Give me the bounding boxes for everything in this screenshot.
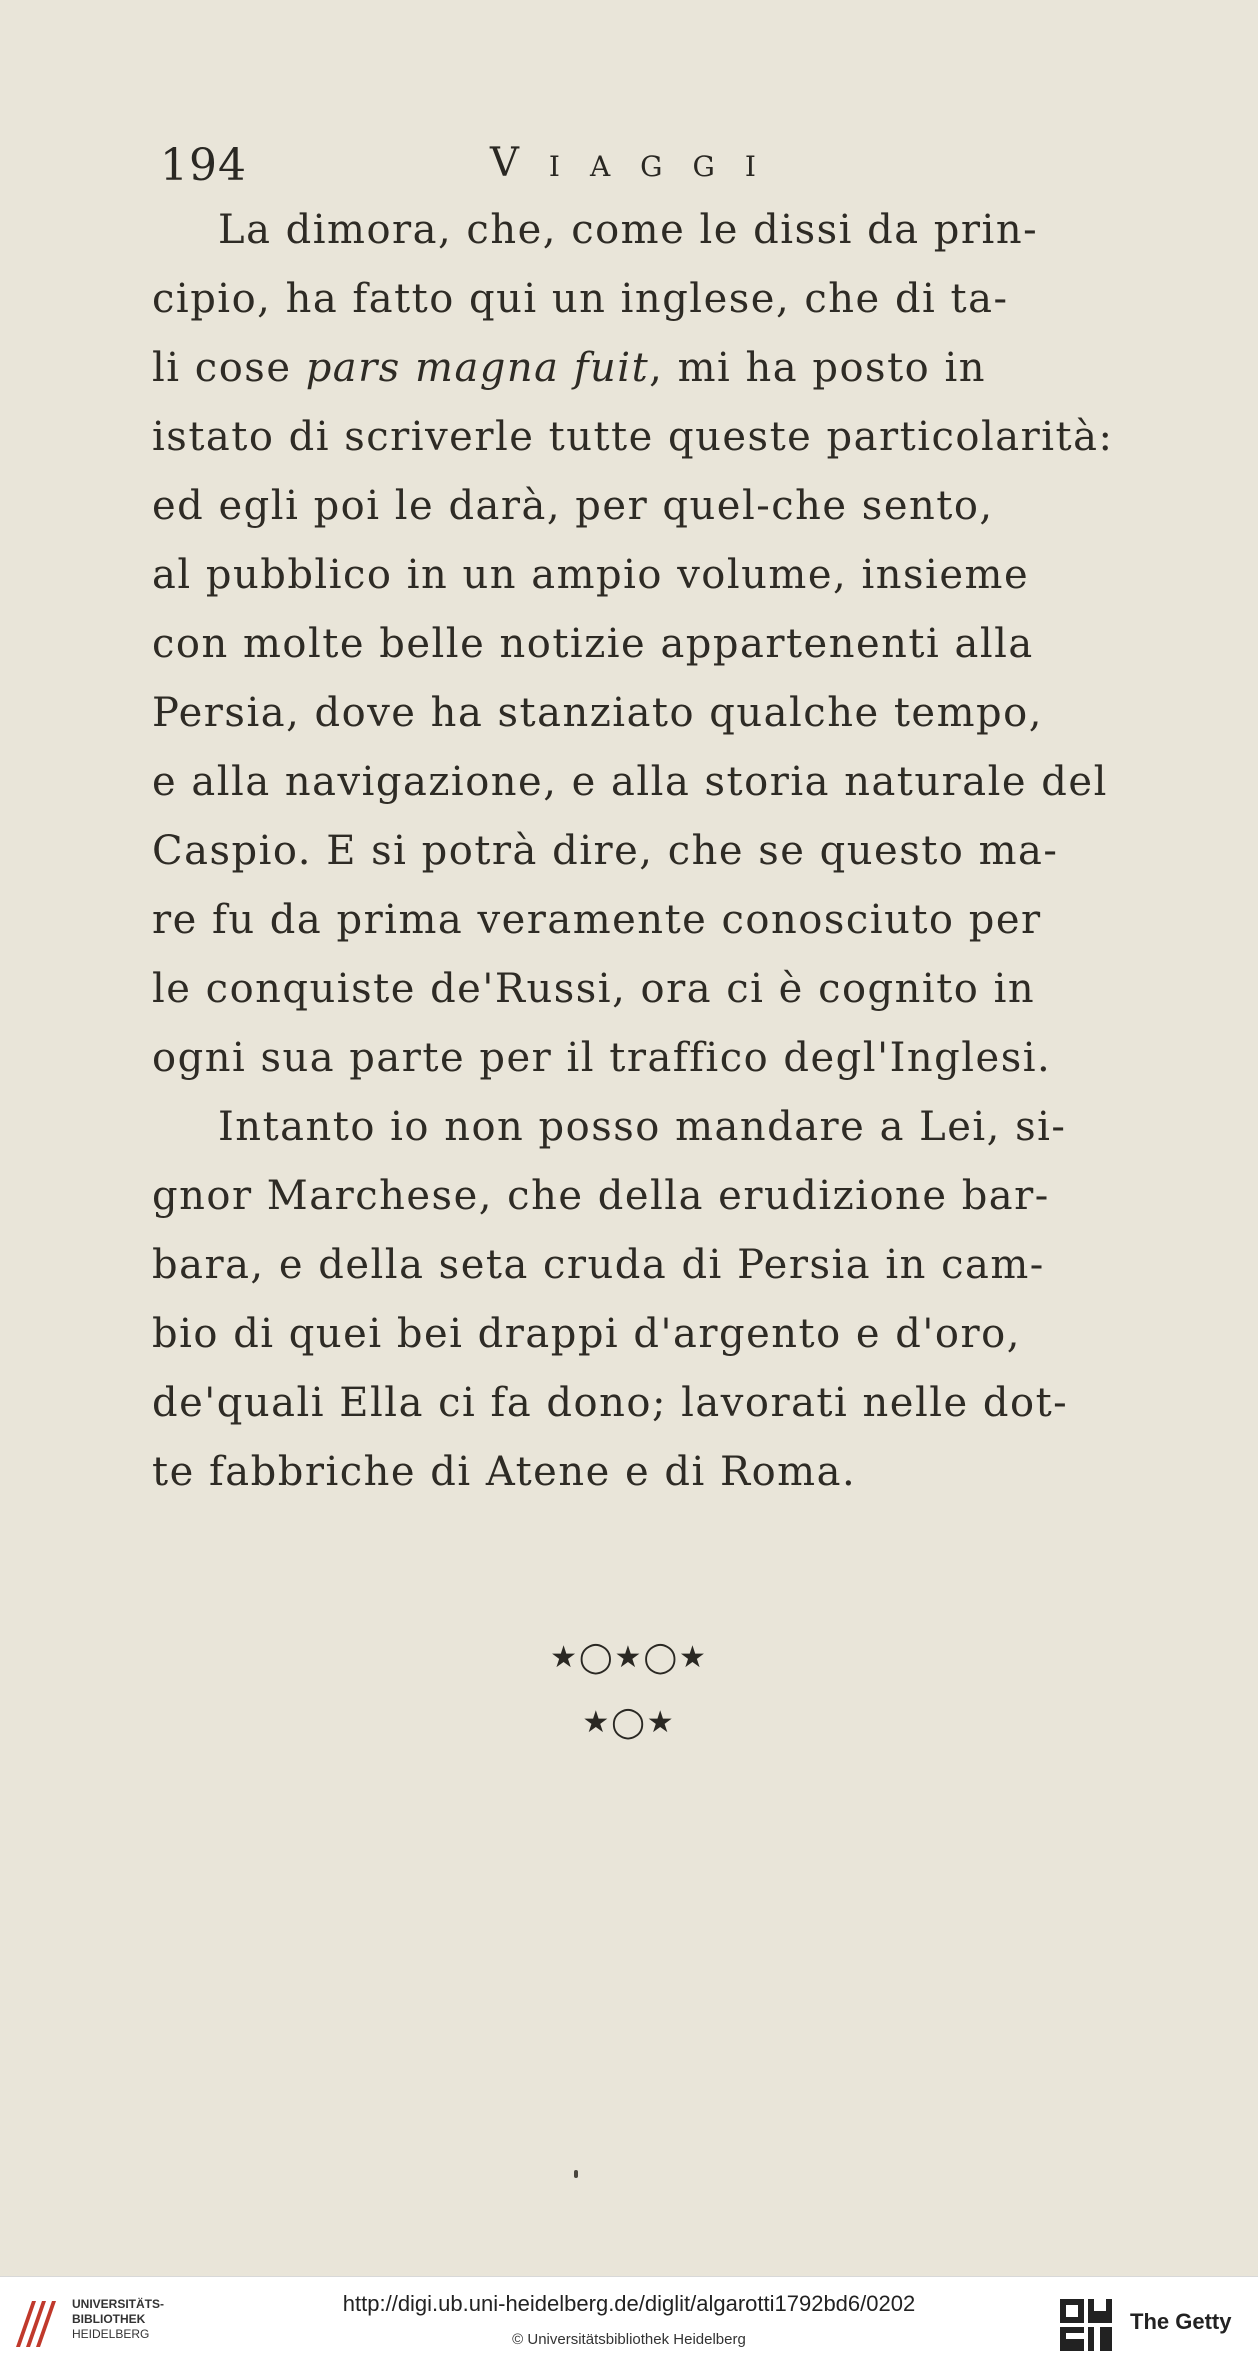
text-line: La dimora, che, come le dissi da prin- [218,207,1039,253]
text-line: ogni sua parte per il traffico degl'Inglesi. [152,1035,1052,1081]
text-line: Caspio. E si potrà dire, che se questo ma- [152,828,1059,874]
partner-name: The Getty [1130,2309,1232,2334]
italic-phrase: pars magna fuit [305,345,650,391]
text-line: de'quali Ella ci fa dono; lavorati nelle dot- [152,1380,1069,1426]
text-line: le conquiste de'Russi, ora ci è cognito in [152,966,1036,1012]
text-line: cipio, ha fatto qui un inglese, che di ta- [152,276,1009,322]
page-number: 194 [160,140,247,191]
text-line: bara, e della seta cruda di Persia in cam- [152,1242,1045,1288]
viewer-footer [0,2276,1258,2365]
ornament-row-1: ★◯★◯★ [550,1640,708,1675]
text-fragment: li cose [152,345,306,391]
ornament-row-2: ★◯★ [582,1705,676,1740]
text-fragment: , mi ha posto in [649,345,987,391]
body-text [152,196,1176,1507]
text-line: te fabbriche di Atene e di Roma. [152,1449,857,1495]
ink-spot [574,2170,578,2178]
getty-logo-icon[interactable] [1058,2297,1114,2353]
text-line: re fu da prima veramente conosciuto per [152,897,1042,943]
library-name-line: UNIVERSITÄTS- [72,2297,165,2311]
text-line: Persia, dove ha stanziato qualche tempo, [152,690,1043,736]
running-title: Viaggi [490,140,786,186]
library-name-line: HEIDELBERG [72,2327,150,2341]
permalink[interactable]: http://digi.ub.uni-heidelberg.de/diglit/algarotti1792bd6/0202 [342,2291,916,2316]
text-line: gnor Marchese, che della erudizione bar- [152,1173,1050,1219]
text-line: ed egli poi le darà, per quel-che sento, [152,483,994,529]
copyright-notice: © Universitätsbibliothek Heidelberg [512,2331,746,2348]
text-line: bio di quei bei drappi d'argento e d'oro, [152,1311,1021,1357]
text-line: Intanto io non posso mandare a Lei, si- [218,1104,1067,1150]
text-line: con molte belle notizie appartenenti alla [152,621,1034,667]
text-line-with-italic [152,334,1176,403]
text-line: al pubblico in un ampio volume, insieme [152,552,1030,598]
text-line: istato di scriverle tutte queste particolarità: [152,414,1114,460]
text-line: e alla navigazione, e alla storia naturale del [152,759,1108,805]
library-name-line: BIBLIOTHEK [72,2312,146,2326]
page-header [160,140,1160,200]
